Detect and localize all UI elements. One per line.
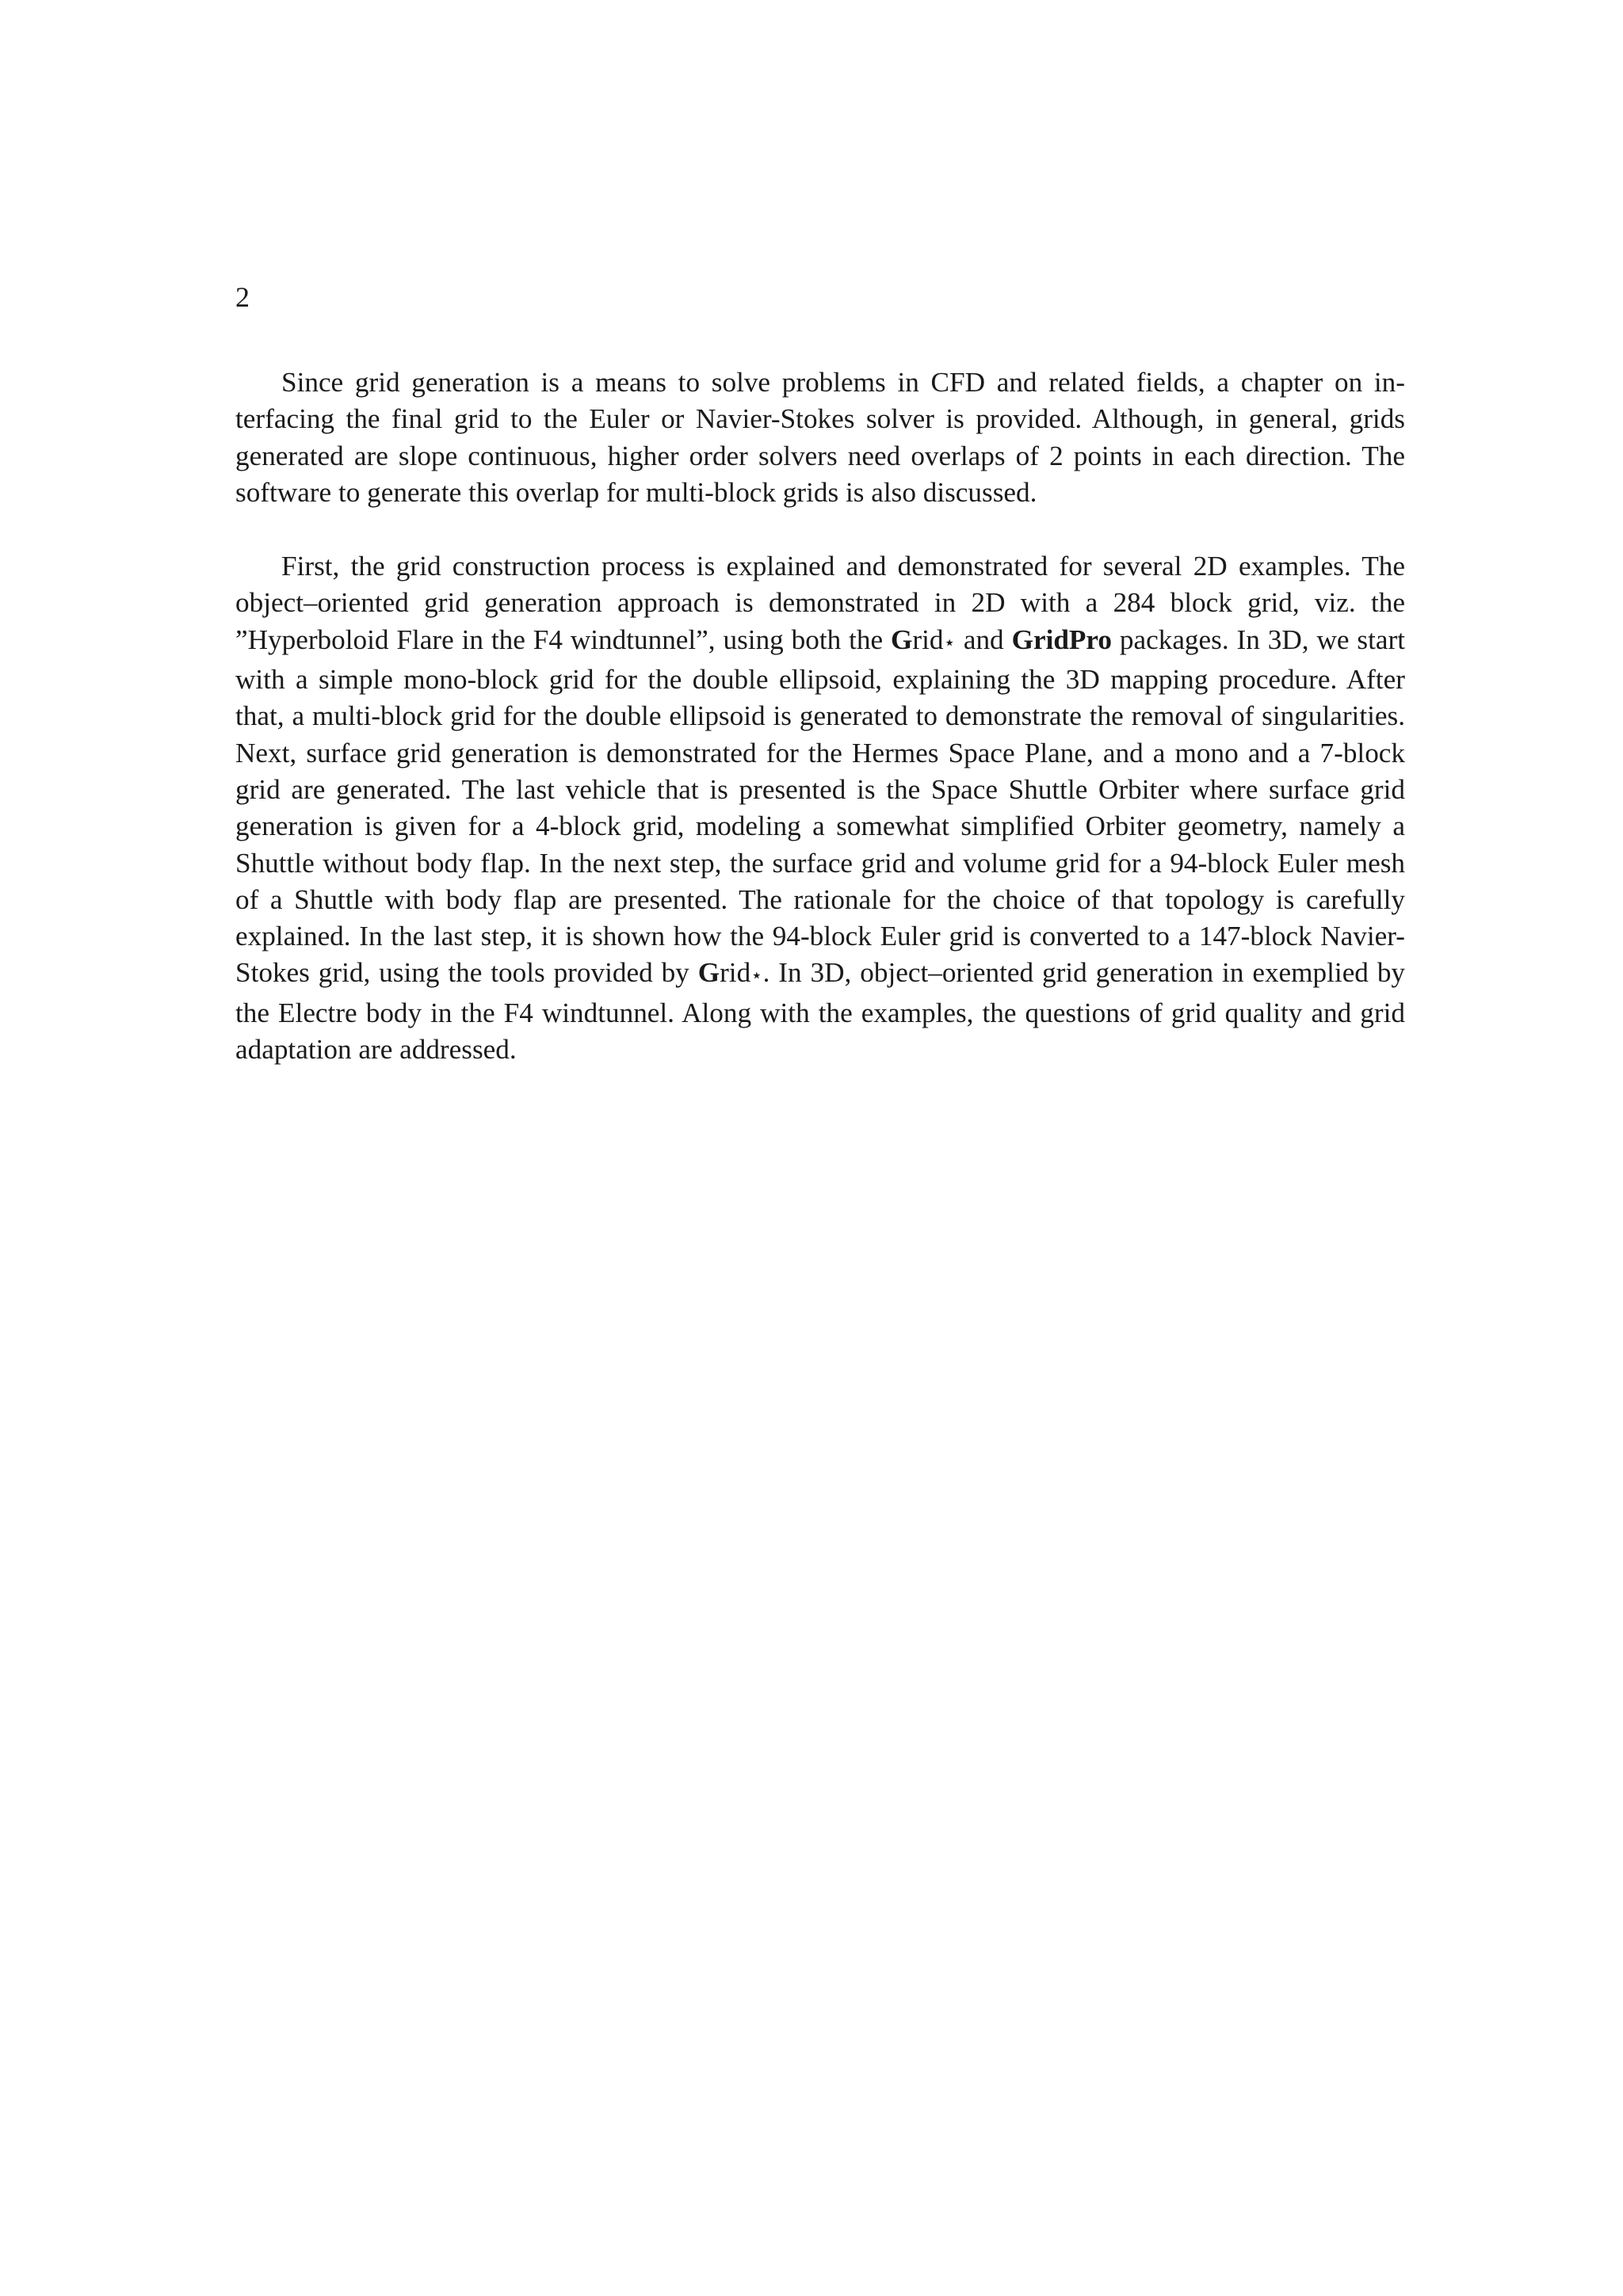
- grid-star-rest: rid: [720, 957, 751, 989]
- text-segment: and: [955, 624, 1012, 655]
- gridpro-name: GridPro: [1011, 624, 1112, 655]
- text-segment: packages. In 3D, we start with a simple mono-block grid for the double ellipsoid, explaining the 3D mapping procedure. After that, a multi-block grid for the double ellipsoid is generated to demonstrate the removal of singularities. Next, surface grid generation is demonstrated for the Hermes Space Plane, and a mono and a 7-block grid are generated. The last vehicle that is presented is the Space Shuttle Orbiter where surface grid generation is given for a 4-block grid, modeling a somewhat simplified Orbiter geometry, namely a Shuttle without body flap. In the next step, the surface grid and volume grid for a 94-block Euler mesh of a Shuttle with body flap are presented. The rationale for the choice of that topology is carefully explained. In the last step, it is shown how the 94-block Euler grid is converted to a 147-block Navier-Stokes grid, using the tools provided by: [235, 624, 1406, 989]
- grid-star-name: [698, 957, 763, 988]
- body-text: [235, 364, 1405, 1068]
- paragraph: [235, 364, 1405, 511]
- paragraph: [235, 548, 1405, 1068]
- grid-star-name: [891, 624, 956, 655]
- text-segment: Since grid generation is a means to solve problems in CFD and related fields, a chapter on interfacing the final grid to the Euler or Navier-Stokes solver is provided. Although, in general, grids generated are slope continuous, higher order solvers need overlaps of 2 points in each direction. The software to generate this overlap for multi-block grids is also discussed.: [235, 367, 1405, 508]
- text-segment: . In 3D, object–oriented grid generation in exemplied by the Electre body in the F4 windtunnel. Along with the examples, the questions of grid quality and grid adaptation are addressed.: [235, 957, 1406, 1066]
- star-icon: ⋆: [750, 965, 763, 987]
- grid-star-initial: G: [697, 957, 720, 989]
- grid-star-initial: G: [891, 624, 913, 655]
- star-icon: ⋆: [943, 631, 956, 654]
- page-number: 2: [235, 281, 250, 313]
- grid-star-rest: rid: [912, 624, 944, 655]
- text-segment: First, the grid construction process is explained and demonstrated for several 2D examples. The object–oriented grid generation approach is demonstrated in 2D with a 284 block grid, viz. the ”Hyperboloid Flare in the F4 windtunnel”, using both the: [235, 551, 1405, 655]
